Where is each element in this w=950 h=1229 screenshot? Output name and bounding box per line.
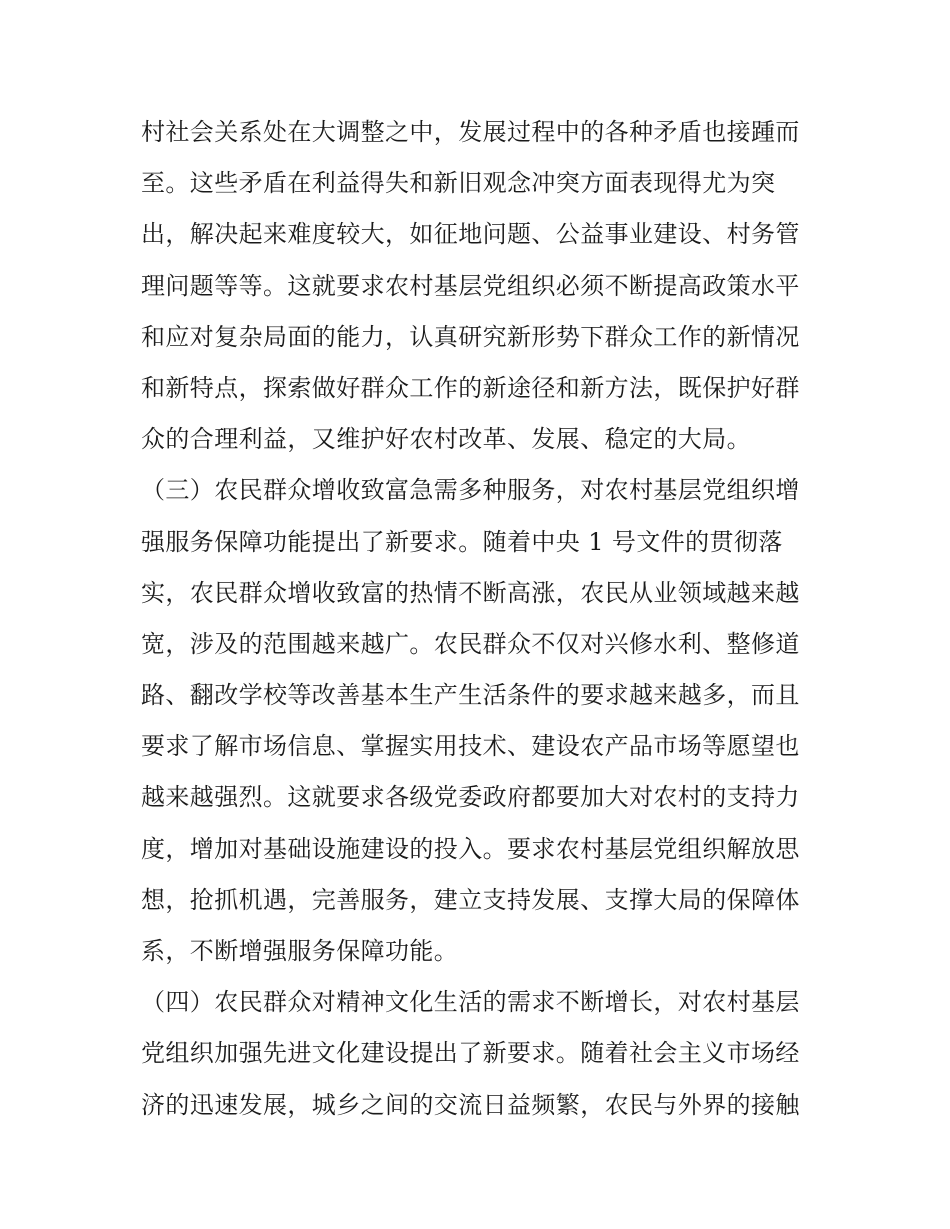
- text-line: 路、翻改学校等改善基本生产生活条件的要求越来越多，而且: [141, 681, 800, 710]
- text-line: 强服务保障功能提出了新要求。随着中央 1 号文件的贯彻落: [141, 527, 783, 556]
- section-heading-line: （四）农民群众对精神文化生活的需求不断增长，对农村基层: [141, 988, 800, 1017]
- text-line: 众的合理利益，又维护好农村改革、发展、稳定的大局。: [141, 425, 751, 454]
- text-line: 越来越强烈。这就要求各级党委政府都要加大对农村的支持力: [141, 783, 800, 812]
- text-line: 实，农民群众增收致富的热情不断高涨，农民从业领域越来越: [141, 578, 800, 607]
- text-line: 和新特点，探索做好群众工作的新途径和新方法，既保护好群: [141, 373, 800, 402]
- text-line: 想，抢抓机遇，完善服务，建立支持发展、支撑大局的保障体: [141, 885, 800, 914]
- text-line: 党组织加强先进文化建设提出了新要求。随着社会主义市场经: [141, 1039, 800, 1068]
- text-line: 度，增加对基础设施建设的投入。要求农村基层党组织解放思: [141, 834, 800, 863]
- text-line: 理问题等等。这就要求农村基层党组织必须不断提高政策水平: [141, 271, 800, 300]
- text-line: 出，解决起来难度较大，如征地问题、公益事业建设、村务管: [141, 220, 800, 249]
- text-line: 村社会关系处在大调整之中，发展过程中的各种矛盾也接踵而: [141, 118, 800, 146]
- text-line: 系，不断增强服务保障功能。: [141, 937, 459, 965]
- text-line: 宽，涉及的范围越来越广。农民群众不仅对兴修水利、整修道: [141, 629, 800, 658]
- text-line: 济的迅速发展，城乡之间的交流日益频繁，农民与外界的接触: [141, 1090, 800, 1119]
- text-line: 和应对复杂局面的能力，认真研究新形势下群众工作的新情况: [141, 322, 800, 351]
- text-line: 要求了解市场信息、掌握实用技术、建设农产品市场等愿望也: [141, 732, 800, 761]
- document-body: [141, 107, 821, 1131]
- text-line: 至。这些矛盾在利益得失和新旧观念冲突方面表现得尤为突: [141, 169, 776, 198]
- section-heading-line: （三）农民群众增收致富急需多种服务，对农村基层党组织增: [141, 476, 800, 505]
